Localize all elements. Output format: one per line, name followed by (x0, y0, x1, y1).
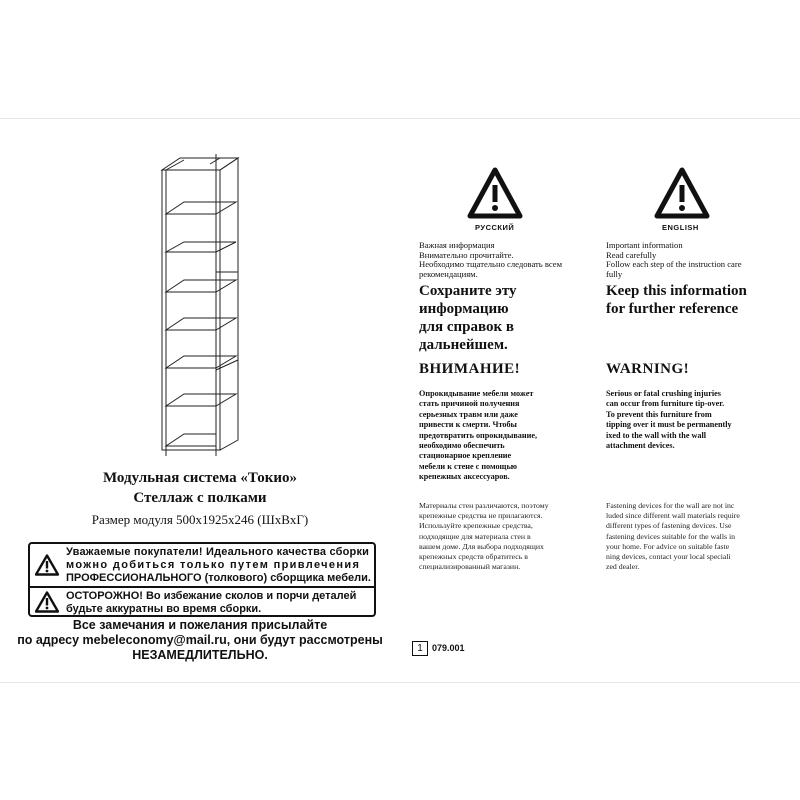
russian-warning-heading: ВНИМАНИЕ! (419, 361, 521, 377)
contacts (0, 618, 400, 663)
text-line: Опрокидывание мебели может (419, 389, 534, 398)
text-line: Serious or fatal crushing injuries (606, 389, 721, 398)
text-line: стать причиной получения (419, 399, 520, 409)
text-line: zed dealer. (606, 562, 640, 572)
notice-quality-line-2: можно добиться только путем привлечения (66, 559, 361, 571)
page-number: 1 (412, 641, 428, 656)
notice-box (28, 542, 376, 617)
text-line: Сохраните эту (419, 283, 517, 299)
text-line: Keep this information (606, 283, 747, 299)
text-line: информацию (419, 301, 509, 317)
english-warning-body (606, 389, 732, 451)
title-line-2: Стеллаж с полками (133, 490, 267, 506)
text-line: крепежных средств обратитесь в (419, 552, 528, 562)
text-line: for further reference (606, 301, 739, 317)
notice-quality-line-1: Уважаемые покупатели! Идеального качества сборки (66, 546, 370, 558)
text-line: ixed to the wall with the wall (606, 430, 707, 440)
english-lang-label: ENGLISH (662, 223, 699, 232)
text-line: Follow each step of the instruction care (606, 259, 742, 270)
page-top-edge (0, 118, 800, 119)
text-line: крепежные средства не прилагаются. (419, 511, 543, 521)
contacts-line-3: НЕЗАМЕДЛИТЕЛЬНО. (132, 648, 268, 662)
text-line: Внимательно прочитайте. (419, 249, 514, 260)
english-fastening-note (606, 501, 740, 572)
text-line: To prevent this furniture from (606, 409, 712, 419)
russian-intro (419, 241, 562, 279)
bookcase-illustration (150, 150, 250, 460)
text-line: fully (606, 268, 623, 279)
module-size: Размер модуля 500x1925x246 (ШxВxГ) (91, 512, 309, 527)
notice-caution-line-2: будьте аккуратны во время сборки. (66, 603, 262, 615)
page-bottom-edge (0, 682, 800, 683)
warning-icon (35, 591, 59, 613)
text-line: Используйте крепежные средства, (419, 521, 533, 531)
text-line: для справок в (419, 319, 515, 335)
title-line-1: Модульная система «Токио» (102, 470, 298, 486)
text-line: different types of fastening devices. Use (606, 521, 732, 531)
notice-quality-line-3: ПРОФЕССИОНАЛЬНОГО (толкового) сборщика мебели. (66, 572, 371, 584)
text-line: Важная информация (419, 240, 495, 250)
contacts-line-1: Все замечания и пожелания присылайте (72, 618, 328, 632)
english-keep-info (606, 282, 747, 318)
notice-caution (30, 588, 374, 618)
text-line: Материалы стен различаются, поэтому (419, 501, 549, 510)
text-line: необходимо обеспечить (419, 441, 505, 451)
text-line: стационарное крепление (419, 451, 512, 461)
text-line: подходящие для материала стен в (419, 531, 531, 541)
text-line: ning devices, contact your local speciali (606, 552, 731, 562)
text-line: tipping over it must be permanently (606, 420, 732, 430)
text-line: предотвратить опрокидывание, (419, 430, 537, 440)
text-line: рекомендациям. (419, 268, 478, 279)
notice-caution-line-1: ОСТОРОЖНО! Во избежание сколов и порчи деталей (66, 590, 357, 602)
document-code: 079.001 (432, 643, 465, 653)
text-line: мебели к стене с помощью (419, 461, 518, 471)
russian-keep-info (419, 282, 517, 354)
notice-quality (30, 544, 374, 587)
english-intro (606, 241, 742, 279)
warning-icon (654, 167, 710, 219)
text-line: привести к смерти. Чтобы (419, 420, 517, 430)
text-line: luded since different wall materials require (606, 511, 740, 521)
text-line: Read carefully (606, 249, 657, 260)
text-line: серьезных травм или даже (419, 409, 518, 419)
text-line: attachment devices. (606, 441, 675, 451)
russian-warning-body (419, 389, 537, 483)
text-line: fastening devices suitable for the walls in (606, 531, 736, 541)
text-line: Important information (606, 240, 683, 250)
text-line: can occur from furniture tip-over. (606, 399, 725, 409)
russian-fastening-note (419, 501, 549, 572)
text-line: дальнейшем. (419, 337, 508, 353)
text-line: специализированный магазин. (419, 562, 521, 572)
warning-icon (467, 167, 523, 219)
text-line: крепежных аксессуаров. (419, 472, 510, 482)
text-line: вашем доме. Для выбора подходящих (419, 541, 544, 551)
contacts-line-2: по адресу mebeleconomy@mail.ru, они будут рассмотрены (17, 633, 383, 647)
text-line: your home. For advice on suitable faste (606, 541, 730, 551)
russian-lang-label: РУССКИЙ (475, 223, 515, 232)
text-line: Fastening devices for the wall are not inc (606, 501, 735, 510)
text-line: Необходимо тщательно следовать всем (419, 259, 563, 270)
english-warning-heading: WARNING! (606, 361, 690, 377)
warning-icon (35, 554, 59, 576)
